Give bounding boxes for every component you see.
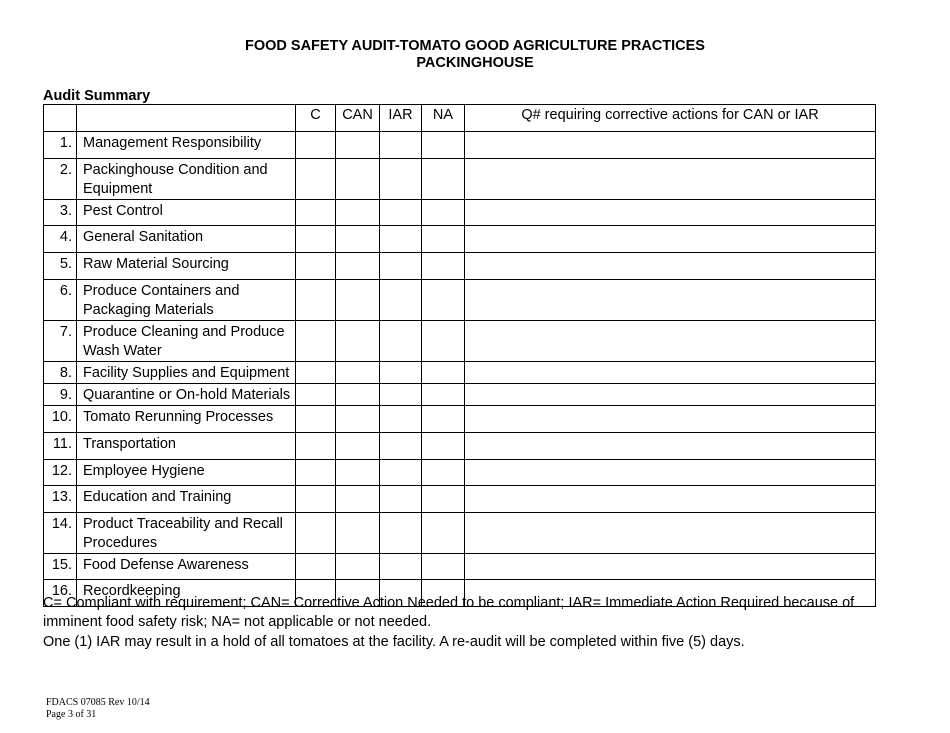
table-row (44, 159, 876, 200)
iar-cell[interactable] (380, 406, 422, 433)
corrective-actions-cell[interactable] (465, 280, 876, 321)
can-cell[interactable] (336, 253, 380, 280)
table-header-row (44, 105, 876, 132)
row-label: Packinghouse Condition and Equipment (77, 159, 296, 200)
c-cell[interactable] (296, 384, 336, 406)
corrective-actions-cell[interactable] (465, 460, 876, 486)
iar-cell[interactable] (380, 554, 422, 580)
corrective-actions-cell[interactable] (465, 226, 876, 253)
c-cell[interactable] (296, 321, 336, 362)
can-cell[interactable] (336, 554, 380, 580)
iar-cell[interactable] (380, 226, 422, 253)
table-row (44, 132, 876, 159)
row-label: Transportation (77, 433, 296, 460)
row-label: Employee Hygiene (77, 460, 296, 486)
corrective-actions-cell[interactable] (465, 321, 876, 362)
na-cell[interactable] (422, 200, 465, 226)
can-cell[interactable] (336, 280, 380, 321)
table-row (44, 554, 876, 580)
iar-cell[interactable] (380, 159, 422, 200)
na-cell[interactable] (422, 159, 465, 200)
can-cell[interactable] (336, 321, 380, 362)
corrective-actions-cell[interactable] (465, 362, 876, 384)
column-header-can: CAN (336, 105, 380, 132)
c-cell[interactable] (296, 253, 336, 280)
c-cell[interactable] (296, 132, 336, 159)
table-row (44, 200, 876, 226)
row-label: General Sanitation (77, 226, 296, 253)
can-cell[interactable] (336, 486, 380, 513)
na-cell[interactable] (422, 321, 465, 362)
row-label: Quarantine or On-hold Materials (77, 384, 296, 406)
na-cell[interactable] (422, 554, 465, 580)
page-number: Page 3 of 31 (46, 709, 97, 720)
na-cell[interactable] (422, 362, 465, 384)
row-number: 11. (44, 433, 77, 460)
column-header-c: C (296, 105, 336, 132)
row-label: Facility Supplies and Equipment (77, 362, 296, 384)
table-row (44, 433, 876, 460)
corrective-actions-cell[interactable] (465, 554, 876, 580)
row-number: 14. (44, 513, 77, 554)
can-cell[interactable] (336, 362, 380, 384)
row-label: Management Responsibility (77, 132, 296, 159)
na-cell[interactable] (422, 132, 465, 159)
column-header-na: NA (422, 105, 465, 132)
table-row (44, 406, 876, 433)
row-number: 1. (44, 132, 77, 159)
row-number: 5. (44, 253, 77, 280)
corrective-actions-cell[interactable] (465, 433, 876, 460)
row-number: 6. (44, 280, 77, 321)
na-cell[interactable] (422, 253, 465, 280)
c-cell[interactable] (296, 433, 336, 460)
iar-cell[interactable] (380, 321, 422, 362)
row-number: 3. (44, 200, 77, 226)
can-cell[interactable] (336, 384, 380, 406)
row-label: Product Traceability and Recall Procedures (77, 513, 296, 554)
na-cell[interactable] (422, 226, 465, 253)
c-cell[interactable] (296, 362, 336, 384)
iar-cell[interactable] (380, 513, 422, 554)
c-cell[interactable] (296, 460, 336, 486)
c-cell[interactable] (296, 280, 336, 321)
iar-cell[interactable] (380, 280, 422, 321)
document-title: FOOD SAFETY AUDIT-TOMATO GOOD AGRICULTURE PRACTICES (245, 38, 705, 54)
table-row (44, 513, 876, 554)
can-cell[interactable] (336, 200, 380, 226)
na-cell[interactable] (422, 384, 465, 406)
can-cell[interactable] (336, 226, 380, 253)
c-cell[interactable] (296, 406, 336, 433)
corrective-actions-cell[interactable] (465, 132, 876, 159)
c-cell[interactable] (296, 486, 336, 513)
corrective-actions-cell[interactable] (465, 384, 876, 406)
c-cell[interactable] (296, 159, 336, 200)
na-cell[interactable] (422, 280, 465, 321)
corrective-actions-cell[interactable] (465, 159, 876, 200)
form-footer (46, 697, 150, 721)
na-cell[interactable] (422, 406, 465, 433)
legend-text: C= Compliant with requirement; CAN= Corrective Action Needed to be compliant; IAR= Immediate Action Required because of imminent food safety risk; NA= not applicable or not needed. (43, 595, 855, 630)
row-label: Education and Training (77, 486, 296, 513)
row-label: Raw Material Sourcing (77, 253, 296, 280)
corrective-actions-cell[interactable] (465, 406, 876, 433)
na-cell[interactable] (422, 513, 465, 554)
row-number: 12. (44, 460, 77, 486)
form-id: FDACS 07085 Rev 10/14 (46, 697, 150, 708)
c-cell[interactable] (296, 200, 336, 226)
row-number: 9. (44, 384, 77, 406)
can-cell[interactable] (336, 159, 380, 200)
row-number: 13. (44, 486, 77, 513)
table-row (44, 280, 876, 321)
row-number: 16. (44, 580, 77, 607)
row-number: 7. (44, 321, 77, 362)
column-header-area (77, 105, 296, 132)
iar-cell[interactable] (380, 486, 422, 513)
c-cell[interactable] (296, 513, 336, 554)
c-cell[interactable] (296, 554, 336, 580)
column-header-iar: IAR (380, 105, 422, 132)
can-cell[interactable] (336, 460, 380, 486)
na-cell[interactable] (422, 486, 465, 513)
iar-cell[interactable] (380, 460, 422, 486)
column-header-corrective-actions: Q# requiring corrective actions for CAN or IAR (465, 105, 876, 132)
table-row (44, 321, 876, 362)
iar-cell[interactable] (380, 433, 422, 460)
row-label: Produce Containers and Packaging Materials (77, 280, 296, 321)
na-cell[interactable] (422, 433, 465, 460)
row-number: 2. (44, 159, 77, 200)
can-cell[interactable] (336, 406, 380, 433)
corrective-actions-cell[interactable] (465, 253, 876, 280)
row-label: Tomato Rerunning Processes (77, 406, 296, 433)
iar-hold-note: One (1) IAR may result in a hold of all tomatoes at the facility. A re-audit will be completed within five (5) days. (43, 634, 745, 650)
audit-summary-table (43, 104, 876, 607)
table-row (44, 253, 876, 280)
can-cell[interactable] (336, 132, 380, 159)
row-label: Food Defense Awareness (77, 554, 296, 580)
na-cell[interactable] (422, 460, 465, 486)
iar-cell[interactable] (380, 132, 422, 159)
corrective-actions-cell[interactable] (465, 486, 876, 513)
table-row (44, 362, 876, 384)
column-header-number (44, 105, 77, 132)
table-row (44, 226, 876, 253)
row-number: 10. (44, 406, 77, 433)
can-cell[interactable] (336, 433, 380, 460)
row-number: 15. (44, 554, 77, 580)
row-number: 8. (44, 362, 77, 384)
row-number: 4. (44, 226, 77, 253)
table-row (44, 486, 876, 513)
corrective-actions-cell[interactable] (465, 200, 876, 226)
iar-cell[interactable] (380, 362, 422, 384)
row-label: Pest Control (77, 200, 296, 226)
table-row (44, 460, 876, 486)
iar-cell[interactable] (380, 200, 422, 226)
section-heading: Audit Summary (43, 88, 151, 104)
table-row (44, 384, 876, 406)
row-label: Recordkeeping (77, 580, 296, 607)
row-label: Produce Cleaning and Produce Wash Water (77, 321, 296, 362)
iar-cell[interactable] (380, 384, 422, 406)
corrective-actions-cell[interactable] (465, 513, 876, 554)
iar-cell[interactable] (380, 253, 422, 280)
document-subtitle: PACKINGHOUSE (416, 55, 534, 71)
c-cell[interactable] (296, 226, 336, 253)
can-cell[interactable] (336, 513, 380, 554)
